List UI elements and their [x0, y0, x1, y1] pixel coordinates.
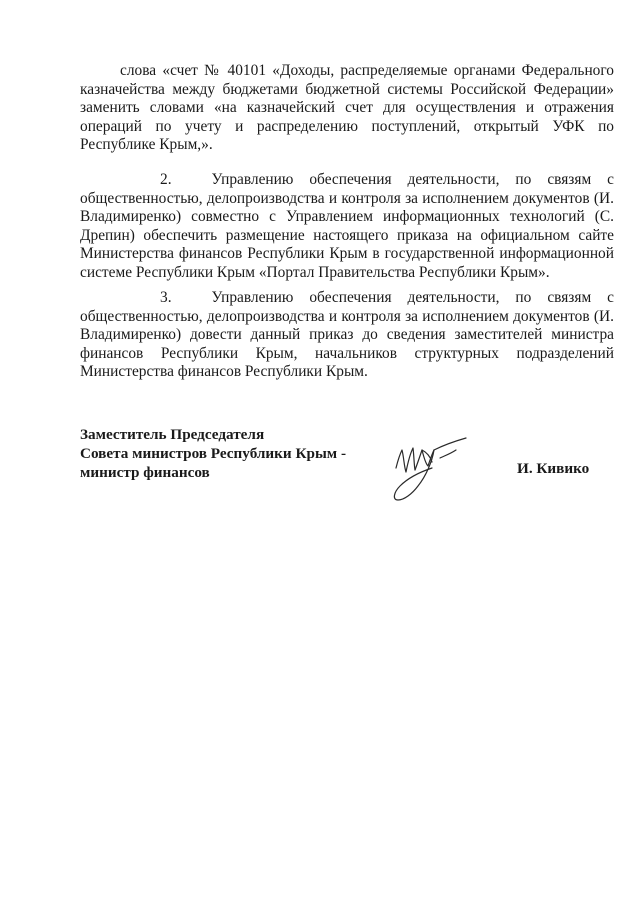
signatory-title-line-1: Заместитель Председателя — [80, 426, 265, 443]
signatory-name: И. Кивико — [517, 460, 590, 477]
paragraph-3-number: 3. — [160, 289, 172, 306]
paragraph-2-number: 2. — [160, 171, 172, 188]
signatory-title-line-3: министр финансов — [80, 463, 210, 481]
paragraph-3-text: Управлению обеспечения деятельности, по связям с общественностью, делопроизводства и контроля за исполнением документов (И. Владимиренко) довести данный приказ до сведения заместителей министра финансов Республики Крым, начальников структурных подразделений Министерства финансов Республики Крым. — [80, 289, 614, 381]
signatory-title-line-2: Совета министров Республики Крым - — [80, 444, 346, 462]
paragraph-2 — [80, 171, 614, 283]
paragraph-3 — [80, 289, 614, 382]
paragraph-1 — [80, 62, 614, 155]
paragraph-2-text: Управлению обеспечения деятельности, по связям с общественностью, делопроизводства и контроля за исполнением документов (И. Владимиренко) совместно с Управлением информационных технологий (С. Дрепин) обеспечить размещение настоящего приказа на официальном сайте Министерства финансов Республики Крым в государственной информационной системе Республики Крым «Портал Правительства Республики Крым». — [80, 171, 614, 281]
handwritten-signature — [382, 428, 474, 506]
signatory-position — [80, 426, 346, 482]
paragraph-1-text: слова «счет № 40101 «Доходы, распределяемые органами Федерального казначейства между бюджетами бюджетной системы Российской Федерации» заменить словами «на казначейский счет для осуществления и отражения операций по учету и распределению поступлений, открытый УФК по Республике Крым,». — [80, 62, 614, 154]
signature-icon — [382, 428, 474, 506]
